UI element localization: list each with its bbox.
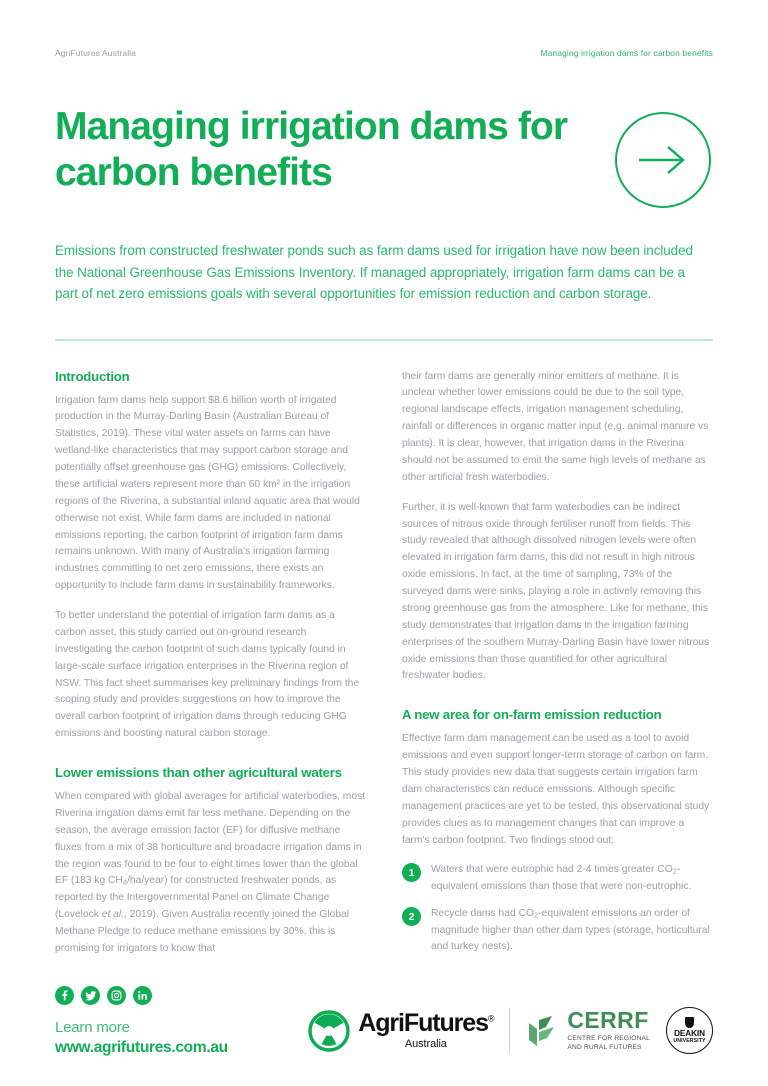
text-run: -equivalent emissions an order of magnitude higher than other dam types (storage, horticultural and turkey nests). [431,908,710,953]
subscript: 2 [534,910,539,920]
list-item-text [431,906,713,955]
list-item [402,862,713,895]
subscript: 2 [672,866,677,876]
text-run: -equivalent emissions than those that were non-eutrophic. [431,864,692,892]
paragraph: Further, it is well-known that farm waterbodies can be indirect sources of nitrous oxide through fertiliser runoff from fields. This study revealed that although dissolved nitrogen levels were often elevated in irrigation farm dams, this did not result in high nitrous oxide emissions. In fact, at the time of sampling, 73% of the surveyed dams were sinks, playing a role in actively removing this strong greenhouse gas from the atmosphere. Like for methane, this study demonstrates that irrigation dams in the irrigation farming enterprises of the southern Murray-Darling Basin have lower nitrous oxide emissions than those quantified for other agricultural freshwater bodies. [402,501,710,682]
partner-logos [308,1007,713,1058]
paragraph: To better understand the potential of irrigation farm dams as a carbon asset, this study carried out on-ground research investigating the carbon footprint of such dams typically found in large-scale surface irrigation enterprises in the Riverina region of NSW. This fact sheet summarises key preliminary findings from the scoping study and provides suggestions on how to improve the overall carbon footprint of irrigation dams through reducing GHG emissions and boosting natural carbon storage. [55,610,360,740]
linkedin-icon[interactable] [133,986,152,1005]
left-column [55,369,366,967]
deakin-subtitle: UNIVERSITY [673,1038,706,1044]
deakin-name: DEAKIN [674,1028,705,1038]
title-block [55,104,713,208]
list-item [402,906,713,955]
deakin-university-logo [666,1007,713,1054]
cerrf-tagline-line-2: AND RURAL FUTURES [567,1043,642,1051]
header-brand: AgriFutures Australia [55,48,136,58]
twitter-icon[interactable] [81,986,100,1005]
agrifutures-logo [308,1010,493,1052]
paragraph: Irrigation farm dams help support $8.6 billion worth of irrigated production in the Murray-Darling Basin (Australian Bureau of Statistics, 2019). These vital water assets on farms can have wetland-like characteristics that may support carbon storage and potentially offset greenhouse gas (GHG) emissions. Collectively, these artificial waters represent more than 60 km² in the irrigation regions of the Riverina, a substantial inland aquatic area that would otherwise not exist. While farm dams are included in national emissions reporting, the carbon footprint of irrigation farm dams remains unknown. With many of Australia's irrigation farming industries committing to net zero emissions, there exists an opportunity to include farm dams in sustainability frameworks. [55,394,360,592]
agrifutures-name: AgriFutures [358,1009,488,1037]
header-doc-title: Managing irrigation dams for carbon benefits [540,48,713,58]
heading-lower-emissions: Lower emissions than other agricultural waters [55,765,342,781]
agrifutures-mark-icon [308,1010,350,1052]
text-run: Recycle dams had CO [431,908,535,920]
cerrf-leaf-icon [526,1014,560,1048]
subscript: 4 [122,877,128,887]
instagram-icon[interactable] [107,986,126,1005]
paragraph: their farm dams are generally minor emitters of methane. It is unclear whether lower emissions could be due to the soil type, regional landscape effects, irrigation management scheduling, rainfall or differences in organic matter input (e.g. animal manure vs plants). It is clear, however, that irrigation dams in the Riverina should not be assumed to emit the same high levels of methane as other artificial fresh waterbodies. [402,370,709,483]
page-title: Managing irrigation dams for carbon benefits [55,105,568,195]
page-footer [55,986,713,1058]
cerrf-tagline-line-1: CENTRE FOR REGIONAL [567,1035,650,1043]
shield-icon [685,1017,694,1028]
footer-contact [55,986,228,1058]
heading-new-area: A new area for on-farm emission reduction [402,707,662,723]
citation-italic: et al. [101,909,124,921]
findings-list [402,862,713,955]
paragraph: Effective farm dam management can be used as a tool to avoid emissions and even support longer-term storage of carbon on farm. This study provides new data that suggests certain irrigation farm dam characteristics can reduce emissions. Although specific management practices are yet to be tested, this observational study provides clues as to management changes that can improve a farm's carbon footprint. Two findings stood out: [402,733,710,846]
standfirst: Emissions from constructed freshwater ponds such as farm dams used for irrigation have now been included the National Greenhouse Gas Emissions Inventory. If managed appropriately, irrigation farm dams can be a part of net zero emissions goals with several opportunities for emission reduction and carbon storage. [55,243,693,302]
cerrf-logo [526,1009,650,1051]
website-link[interactable]: www.agrifutures.com.au [55,1038,228,1056]
list-number-badge: 1 [402,863,421,882]
text-run: Waters that were eutrophic had 2-4 times greater CO [431,864,673,876]
agrifutures-subtitle: Australia [404,1038,447,1050]
list-number-badge: 2 [402,907,421,926]
body-columns [55,369,713,967]
heading-introduction: Introduction [55,368,130,384]
list-item-text [431,862,713,895]
arrow-right-icon [615,112,711,208]
logo-divider [509,1008,510,1054]
header-divider [55,339,713,341]
running-header [55,48,713,58]
text-run: When compared with global averages for artificial waterbodies, most Riverina irrigation dams emit far less methane. Depending on the season, the average emission factor (EF) for diffusive methane fluxes from a mix of 38 horticulture and broadacre irrigation dams in the region was found to be four to eight times lower than the global EF (183 kg CH [55,791,366,887]
registered-mark: ® [487,1013,494,1024]
paragraph-emission-factor [55,789,366,958]
right-column [402,369,713,967]
cerrf-name: CERRF [567,1007,649,1034]
learn-more-label: Learn more [55,1019,130,1037]
agrifutures-wordmark [358,1011,493,1050]
social-links [55,986,228,1005]
text-run: , 2019). Given Australia recently joined the Global Methane Pledge to reduce methane emissions by 30%, this is promising for irrigators to know that [55,909,350,954]
text-run: /ha/year) for constructed freshwater ponds, as reported by the Intergovernmental Panel on Climate Change (Lovelock [55,875,337,921]
cerrf-wordmark [567,1009,650,1051]
facebook-icon[interactable] [55,986,74,1005]
